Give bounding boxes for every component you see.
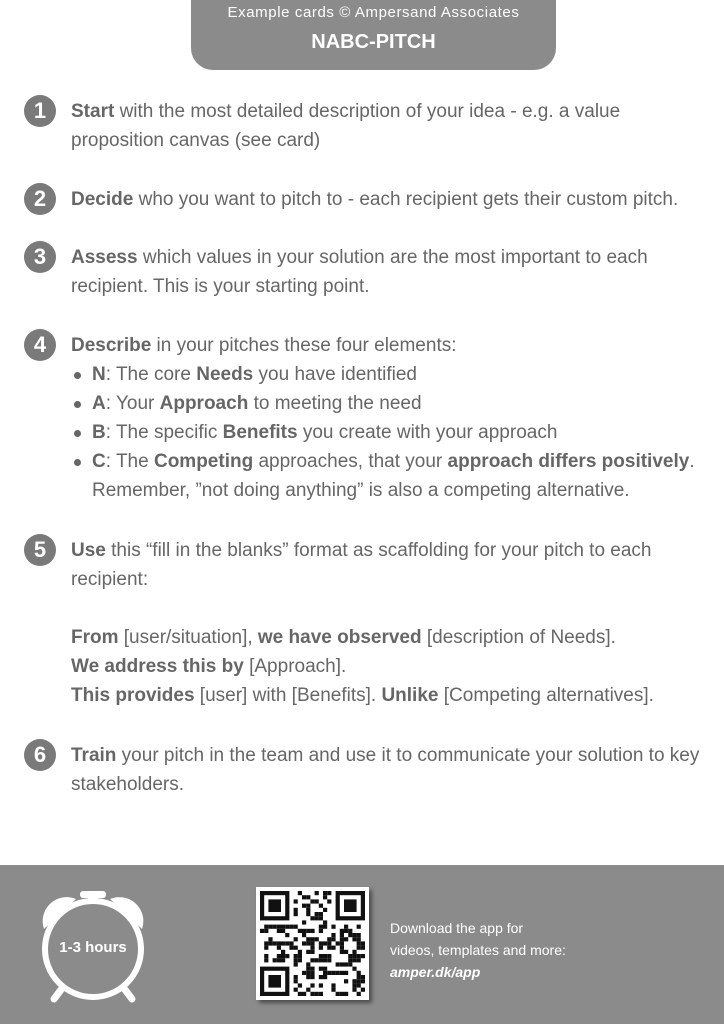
step-body: in your pitches these four elements: (151, 335, 457, 356)
step-keyword: Train (71, 745, 117, 766)
step-text (71, 741, 711, 799)
element-text: : The specific (105, 422, 223, 443)
app-link[interactable]: amper.dk/app (390, 964, 481, 980)
download-info (390, 917, 566, 983)
step-keyword: Assess (71, 247, 138, 268)
element-term: Competing (153, 451, 254, 472)
step-keyword: Decide (71, 189, 134, 210)
element-key: C (92, 451, 106, 472)
template-text: [user/situation], (118, 627, 258, 648)
template-keyword: We address this by (71, 656, 244, 677)
step-text (71, 185, 711, 214)
element-note: Remember, ”not doing anything” is also a competing alternative. (92, 480, 630, 501)
element-key: B (92, 422, 106, 443)
template-line (71, 681, 711, 710)
element-text: you have identified (253, 364, 417, 385)
pitch-template (71, 623, 711, 710)
template-keyword: Unlike (381, 685, 439, 706)
element-term: Needs (196, 364, 254, 385)
step-text (71, 97, 711, 155)
step-number-badge: 6 (24, 739, 56, 771)
element-text: : The core (105, 364, 197, 385)
card-footer (0, 865, 724, 1024)
template-text: [description of Needs]. (421, 627, 616, 648)
download-text: videos, templates and more: (390, 942, 566, 958)
step-body: which values in your solution are the most important to each recipient. This is your starting point. (71, 247, 648, 297)
step-number-badge: 2 (24, 183, 56, 215)
element-text: : The (105, 451, 154, 472)
element-term: approach differs positively (447, 451, 690, 472)
template-keyword: From (71, 627, 119, 648)
step-number-badge: 5 (24, 534, 56, 566)
step-body: with the most detailed description of your idea - e.g. a value proposition canvas (see card) (71, 101, 621, 151)
list-item (71, 447, 711, 505)
template-line (71, 652, 711, 681)
qr-code[interactable] (256, 887, 369, 1000)
step-keyword: Describe (71, 335, 152, 356)
list-item (71, 389, 711, 418)
element-text: . (689, 451, 695, 472)
element-key: N (92, 364, 106, 385)
nabc-elements-list (71, 360, 711, 505)
element-term: Approach (159, 393, 249, 414)
template-line (71, 623, 711, 652)
list-item (71, 418, 711, 447)
template-text: [Approach]. (243, 656, 347, 677)
element-text: approaches, that your (253, 451, 448, 472)
step-number-badge: 3 (24, 241, 56, 273)
copyright-text: Example cards © Ampersand Associates (227, 4, 520, 21)
card-title: NABC-PITCH (311, 31, 436, 53)
template-text: [Competing alternatives]. (438, 685, 654, 706)
step-body: this “fill in the blanks” format as scaffolding for your pitch to each recipient: (71, 540, 652, 590)
step-text (71, 536, 711, 710)
step-text (71, 243, 711, 301)
element-text: : Your (105, 393, 160, 414)
template-text: [user] with [Benefits]. (194, 685, 382, 706)
download-text: Download the app for (390, 920, 524, 936)
list-item (71, 360, 711, 389)
card-header (191, 0, 556, 70)
template-keyword: This provides (71, 685, 195, 706)
element-term: Benefits (222, 422, 298, 443)
step-body: your pitch in the team and use it to communicate your solution to key stakeholders. (71, 745, 700, 795)
element-key: A (92, 393, 106, 414)
template-keyword: we have observed (257, 627, 422, 648)
duration-label: 1-3 hours (59, 939, 127, 956)
step-keyword: Use (71, 540, 106, 561)
step-number-badge: 1 (24, 95, 56, 127)
step-keyword: Start (71, 101, 115, 122)
step-text (71, 331, 711, 505)
element-text: to meeting the need (248, 393, 422, 414)
step-number-badge: 4 (24, 329, 56, 361)
step-body: who you want to pitch to - each recipient gets their custom pitch. (133, 189, 679, 210)
element-text: you create with your approach (297, 422, 558, 443)
